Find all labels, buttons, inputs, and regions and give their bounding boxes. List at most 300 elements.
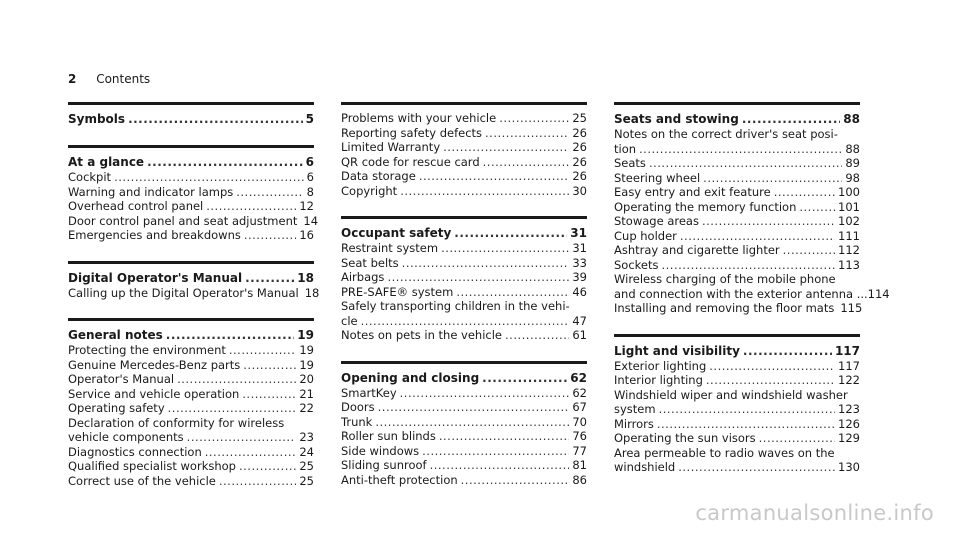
dot-leader [242, 387, 296, 402]
entry-line [614, 156, 860, 171]
entry-line [68, 445, 314, 460]
dot-leader [244, 228, 297, 243]
entry-line [614, 359, 860, 374]
dot-leader [245, 270, 294, 286]
toc-entry[interactable] [68, 372, 314, 387]
section-page-number: 5 [305, 112, 314, 126]
toc-entry[interactable] [341, 169, 587, 184]
toc-entry[interactable] [68, 213, 319, 229]
section-page-number: 18 [297, 270, 314, 285]
entry-page-number: 21 [299, 386, 314, 401]
entry-last-line [614, 286, 890, 302]
toc-entry[interactable] [614, 446, 860, 475]
entry-line [341, 256, 587, 271]
entry-label-cont: system [614, 402, 656, 416]
entry-page-number: 25 [299, 459, 314, 473]
entry-page-number: 81 [572, 458, 587, 472]
entry-line [68, 185, 314, 200]
dot-leader [742, 111, 840, 127]
entry-line [341, 444, 587, 459]
toc-entry[interactable] [68, 285, 320, 301]
entry-label: Exterior lighting [614, 358, 707, 373]
section-title: Seats and stowing [614, 112, 739, 126]
entry-page-number: 23 [299, 430, 314, 444]
section-divider [341, 102, 587, 105]
entry-page-number: 112 [838, 243, 860, 257]
entry-label: Ashtray and cigarette lighter [614, 243, 780, 257]
toc-entry[interactable] [614, 258, 860, 273]
toc-entry[interactable] [68, 170, 314, 185]
entry-line [68, 387, 314, 402]
entry-label: Seat belts [341, 255, 399, 270]
entry-page-number: 114 [867, 286, 890, 301]
entry-page-number: 26 [572, 154, 587, 169]
entry-line [341, 140, 587, 155]
dot-leader [759, 431, 835, 446]
toc-entry[interactable] [614, 431, 860, 446]
entry-line [614, 243, 860, 258]
toc-entry[interactable] [68, 228, 314, 243]
dot-leader [499, 111, 569, 126]
dot-leader [387, 270, 569, 285]
entry-label: Installing and removing the floor mats [614, 301, 835, 315]
dot-leader [439, 429, 570, 444]
entry-label: Cup holder [614, 228, 677, 243]
toc-entry[interactable] [341, 415, 587, 430]
entry-page-number: 76 [572, 429, 587, 443]
section-heading[interactable] [68, 270, 314, 286]
entry-line [614, 417, 860, 432]
entry-label: Reporting safety defects [341, 125, 483, 140]
section-title: Symbols [68, 112, 126, 126]
entry-page-number: 67 [572, 400, 587, 414]
entry-label: Data storage [341, 169, 416, 183]
toc-entry[interactable] [341, 270, 587, 285]
toc-entry[interactable] [614, 388, 860, 417]
entry-page-number: 26 [572, 125, 587, 140]
dot-leader [505, 328, 569, 343]
toc-entry[interactable] [68, 401, 314, 416]
dot-leader [709, 359, 835, 374]
dot-leader [422, 444, 569, 459]
entry-page-number: 62 [572, 385, 587, 400]
toc-entry[interactable] [68, 416, 314, 445]
toc-entry[interactable] [341, 155, 587, 170]
entry-page-number: 123 [838, 402, 860, 416]
toc-entry[interactable] [614, 243, 860, 258]
toc-entry[interactable] [341, 299, 587, 328]
entry-label-line: Safely transporting children in the vehi- [341, 299, 570, 313]
toc-entry[interactable] [68, 445, 314, 460]
entry-label-cont: tion [614, 141, 637, 156]
entry-label: Operating the sun visors [614, 431, 756, 445]
entry-label: SmartKey [341, 385, 397, 400]
entry-line [68, 459, 314, 474]
entry-label: Operating the memory function [614, 199, 797, 214]
entry-label: Easy entry and exit feature [614, 185, 771, 199]
section-title: Occupant safety [341, 226, 452, 240]
dot-leader [206, 199, 296, 214]
entry-line [614, 200, 860, 215]
toc-entry[interactable] [341, 184, 587, 199]
entry-label: Operator's Manual [68, 372, 175, 386]
section-title: At a glance [68, 155, 145, 169]
entry-line [614, 185, 860, 200]
toc-column-3 [614, 102, 890, 493]
entry-page-number: 102 [838, 214, 860, 228]
section-page-number: 88 [843, 112, 860, 126]
entry-label: Interior lighting [614, 373, 703, 387]
toc-section [68, 318, 314, 488]
entry-label: Emergencies and breakdowns [68, 228, 241, 242]
toc-entry[interactable] [341, 328, 587, 343]
dot-leader [430, 458, 570, 473]
entry-label-line: Area permeable to radio waves on the [614, 445, 835, 460]
section-divider [614, 102, 860, 105]
dot-leader [799, 200, 835, 215]
entry-label: Correct use of the vehicle [68, 473, 216, 488]
entry-label: Cockpit [68, 170, 112, 184]
toc-entry[interactable] [68, 358, 314, 373]
section-divider [341, 361, 587, 364]
section-heading[interactable] [341, 225, 587, 241]
entry-line [341, 111, 587, 126]
entry-page-number: 101 [838, 199, 860, 214]
entry-page-number: 39 [572, 270, 587, 284]
toc-section [341, 361, 587, 488]
entry-label: Warning and indicator lamps [68, 184, 234, 199]
dot-leader [443, 140, 569, 155]
entry-line [341, 270, 587, 285]
dot-leader [114, 170, 304, 185]
entry-label: Sockets [614, 257, 659, 272]
entry-label: Qualified specialist workshop [68, 459, 236, 473]
toc-entry[interactable] [68, 199, 314, 214]
toc-entry[interactable] [341, 458, 587, 473]
entry-label-cont: vehicle components [68, 430, 184, 444]
entry-line [614, 301, 863, 316]
entry-label-line: Wireless charging of the mobile phone [614, 272, 836, 286]
dot-leader [485, 126, 569, 141]
entry-page-number: 89 [845, 156, 860, 170]
dot-leader [236, 185, 303, 200]
dot-leader [706, 373, 835, 388]
dot-leader [147, 154, 303, 170]
entry-line [614, 431, 860, 446]
entry-label: Sliding sunroof [341, 458, 427, 472]
toc-entry[interactable] [341, 256, 587, 271]
entry-line [614, 229, 860, 244]
entry-page-number: 98 [845, 170, 860, 185]
entry-label: Roller sun blinds [341, 429, 436, 443]
entry-page-number: 24 [299, 444, 314, 459]
dot-leader [661, 258, 835, 273]
section-heading[interactable] [614, 111, 860, 127]
entry-last-line [614, 402, 860, 417]
toc-entry[interactable] [341, 126, 587, 141]
dot-leader [128, 111, 303, 127]
entry-line [341, 429, 587, 444]
toc-entry[interactable] [341, 285, 587, 300]
entry-line [68, 401, 314, 416]
dot-leader [774, 185, 835, 200]
entry-last-line [341, 314, 587, 329]
entry-label: Operating safety [68, 401, 165, 415]
entry-line [341, 415, 587, 430]
entry-label: Seats [614, 156, 646, 170]
section-divider [68, 102, 314, 105]
entry-label: Restraint system [341, 241, 439, 255]
entry-line [68, 170, 314, 185]
section-heading[interactable] [68, 154, 314, 170]
dot-leader [649, 156, 842, 171]
entry-line [341, 473, 587, 488]
toc-entry[interactable] [614, 214, 860, 229]
section-heading[interactable] [68, 111, 314, 127]
entry-line [614, 373, 860, 388]
entry-page-number: 126 [838, 416, 860, 431]
entry-label: Protecting the environment [68, 343, 226, 357]
section-heading[interactable] [68, 327, 314, 343]
section-divider [341, 216, 587, 219]
entry-label: Notes on pets in the vehicle [341, 328, 503, 342]
entry-page-number: 14 [303, 213, 319, 228]
entry-label: Trunk [341, 414, 373, 429]
dot-leader [441, 241, 569, 256]
section-title: Opening and closing [341, 370, 480, 385]
section-title: Digital Operator's Manual [68, 270, 243, 285]
entry-label: Diagnostics connection [68, 444, 202, 459]
dot-leader [419, 169, 570, 184]
entry-page-number: 30 [572, 183, 587, 198]
entry-label-cont: cle [341, 313, 358, 328]
toc-entry[interactable] [68, 474, 314, 489]
dot-leader [166, 327, 295, 343]
dot-leader [375, 415, 569, 430]
entry-label: Airbags [341, 270, 385, 284]
entry-line [68, 372, 314, 387]
toc-entry[interactable] [614, 156, 860, 171]
toc-section [341, 102, 587, 198]
section-page-number: 31 [570, 226, 587, 240]
section-divider [614, 334, 860, 337]
section-divider [68, 145, 314, 148]
dot-leader [482, 370, 567, 386]
entry-page-number: 19 [299, 357, 314, 372]
entry-page-number: 47 [572, 313, 587, 328]
entry-label-line: Notes on the correct driver's seat posi- [614, 127, 838, 141]
entry-label-line: Windshield wiper and windshield washer [614, 387, 848, 402]
dot-leader [168, 401, 297, 416]
section-heading[interactable] [341, 370, 587, 386]
entry-label: Anti-theft protection [341, 472, 458, 487]
dot-leader [177, 372, 296, 387]
section-title: Light and visibility [614, 343, 740, 358]
dot-leader [659, 402, 835, 417]
toc-entry[interactable] [614, 417, 860, 432]
dot-leader [680, 229, 835, 244]
entry-page-number: 46 [572, 284, 587, 299]
entry-label: Steering wheel [614, 170, 701, 185]
entry-label-cont: and connection with the exterior antenna ... [614, 286, 868, 301]
entry-line [341, 126, 587, 141]
dot-leader [657, 417, 835, 432]
entry-page-number: 129 [838, 431, 860, 445]
entry-label: Overhead control panel [68, 199, 204, 213]
entry-last-line [68, 430, 314, 445]
entry-line [614, 171, 860, 186]
entry-page-number: 25 [572, 111, 587, 125]
entry-line [614, 258, 860, 273]
dot-leader [639, 142, 842, 157]
toc-entry[interactable] [614, 359, 860, 374]
entry-line [68, 285, 320, 301]
toc-entry[interactable] [614, 301, 863, 316]
toc-entry[interactable] [341, 473, 587, 488]
entry-page-number: 8 [306, 184, 314, 199]
entry-page-number: 31 [572, 241, 587, 255]
entry-label-cont: windshield [614, 460, 676, 474]
toc-entry[interactable] [68, 343, 314, 358]
toc-entry[interactable] [68, 387, 314, 402]
entry-page-number: 111 [838, 228, 860, 243]
entry-last-line [614, 460, 860, 475]
entry-page-number: 26 [572, 140, 587, 154]
entry-label: Problems with your vehicle [341, 111, 497, 125]
entry-line [341, 169, 587, 184]
entry-line [68, 358, 314, 373]
entry-label: Mirrors [614, 416, 654, 431]
toc-entry[interactable] [614, 127, 860, 156]
toc-entry[interactable] [68, 185, 314, 200]
toc-entry[interactable] [614, 200, 860, 215]
dot-leader [400, 184, 569, 199]
toc-section [68, 102, 314, 127]
entry-page-number: 61 [572, 328, 587, 342]
entry-page-number: 122 [838, 373, 860, 387]
entry-line [341, 285, 587, 300]
dot-leader [378, 400, 570, 415]
entry-line [341, 184, 587, 199]
toc-section [341, 216, 587, 343]
toc-entry[interactable] [614, 185, 860, 200]
entry-page-number: 100 [838, 185, 860, 199]
entry-label: Service and vehicle operation [68, 386, 240, 401]
section-page-number: 19 [297, 328, 314, 342]
entry-label: Doors [341, 400, 375, 414]
dot-leader [239, 459, 296, 474]
toc-entry[interactable] [614, 229, 860, 244]
dot-leader [229, 343, 296, 358]
toc-entry[interactable] [341, 400, 587, 415]
toc-section [68, 145, 319, 243]
dot-leader [400, 386, 570, 401]
toc-entry[interactable] [614, 373, 860, 388]
entry-page-number: 77 [572, 443, 587, 458]
toc-column-1 [68, 102, 320, 506]
entry-line [341, 155, 587, 170]
entry-page-number: 117 [838, 358, 860, 373]
section-title: General notes [68, 328, 163, 342]
toc-entry[interactable] [341, 241, 587, 256]
page-header [68, 72, 150, 86]
entry-page-number: 130 [838, 460, 860, 474]
dot-leader [187, 430, 297, 445]
dot-leader [402, 256, 570, 271]
entry-line [341, 386, 587, 401]
entry-label: Side windows [341, 443, 420, 458]
dot-leader [678, 460, 835, 475]
dot-leader [702, 214, 835, 229]
toc-entry[interactable] [341, 444, 587, 459]
section-page-number: 6 [305, 155, 314, 169]
entry-page-number: 6 [306, 170, 314, 184]
dot-leader [454, 225, 567, 241]
entry-page-number: 88 [845, 141, 860, 156]
entry-line [341, 458, 587, 473]
entry-label: Calling up the Digital Operator's Manual [68, 285, 299, 300]
dot-leader [205, 445, 297, 460]
toc-entry[interactable] [614, 171, 860, 186]
dot-leader [361, 314, 570, 329]
entry-line [68, 343, 314, 358]
entry-page-number: 16 [299, 228, 314, 242]
toc-entry[interactable] [341, 386, 587, 401]
toc-entry[interactable] [341, 140, 587, 155]
toc-section [68, 261, 320, 301]
entry-label: Door control panel and seat adjustment [68, 213, 298, 228]
entry-last-line [614, 142, 860, 157]
toc-entry[interactable] [614, 272, 890, 301]
toc-entry[interactable] [68, 459, 314, 474]
page-title: Contents [96, 72, 151, 86]
entry-line [614, 214, 860, 229]
entry-line [341, 400, 587, 415]
dot-leader [783, 243, 835, 258]
dot-leader [461, 473, 570, 488]
entry-line [68, 213, 319, 229]
entry-label: Genuine Mercedes-Benz parts [68, 357, 241, 372]
entry-page-number: 113 [838, 257, 860, 272]
entry-label-line: Declaration of conformity for wireless [68, 415, 285, 430]
entry-label: PRE-SAFE® system [341, 284, 454, 299]
dot-leader [456, 285, 569, 300]
toc-entry[interactable] [341, 111, 587, 126]
entry-label: Limited Warranty [341, 140, 441, 154]
toc-section [614, 102, 890, 316]
entry-page-number: 115 [840, 301, 863, 315]
dot-leader [483, 155, 570, 170]
watermark: carmanualsonline.info [695, 501, 934, 525]
entry-line [341, 328, 587, 343]
toc-column-2 [341, 102, 587, 505]
entry-page-number: 20 [299, 372, 314, 386]
section-heading[interactable] [614, 343, 860, 359]
section-divider [68, 318, 314, 321]
entry-page-number: 26 [572, 169, 587, 183]
entry-label: Stowage areas [614, 214, 699, 228]
entry-line [68, 228, 314, 243]
entry-line [341, 241, 587, 256]
page-number: 2 [68, 72, 77, 86]
entry-label: QR code for rescue card [341, 154, 480, 169]
entry-label: Copyright [341, 183, 398, 198]
toc-entry[interactable] [341, 429, 587, 444]
entry-page-number: 86 [572, 472, 587, 487]
toc-section [614, 334, 860, 475]
entry-line [68, 199, 314, 214]
section-divider [68, 261, 314, 264]
